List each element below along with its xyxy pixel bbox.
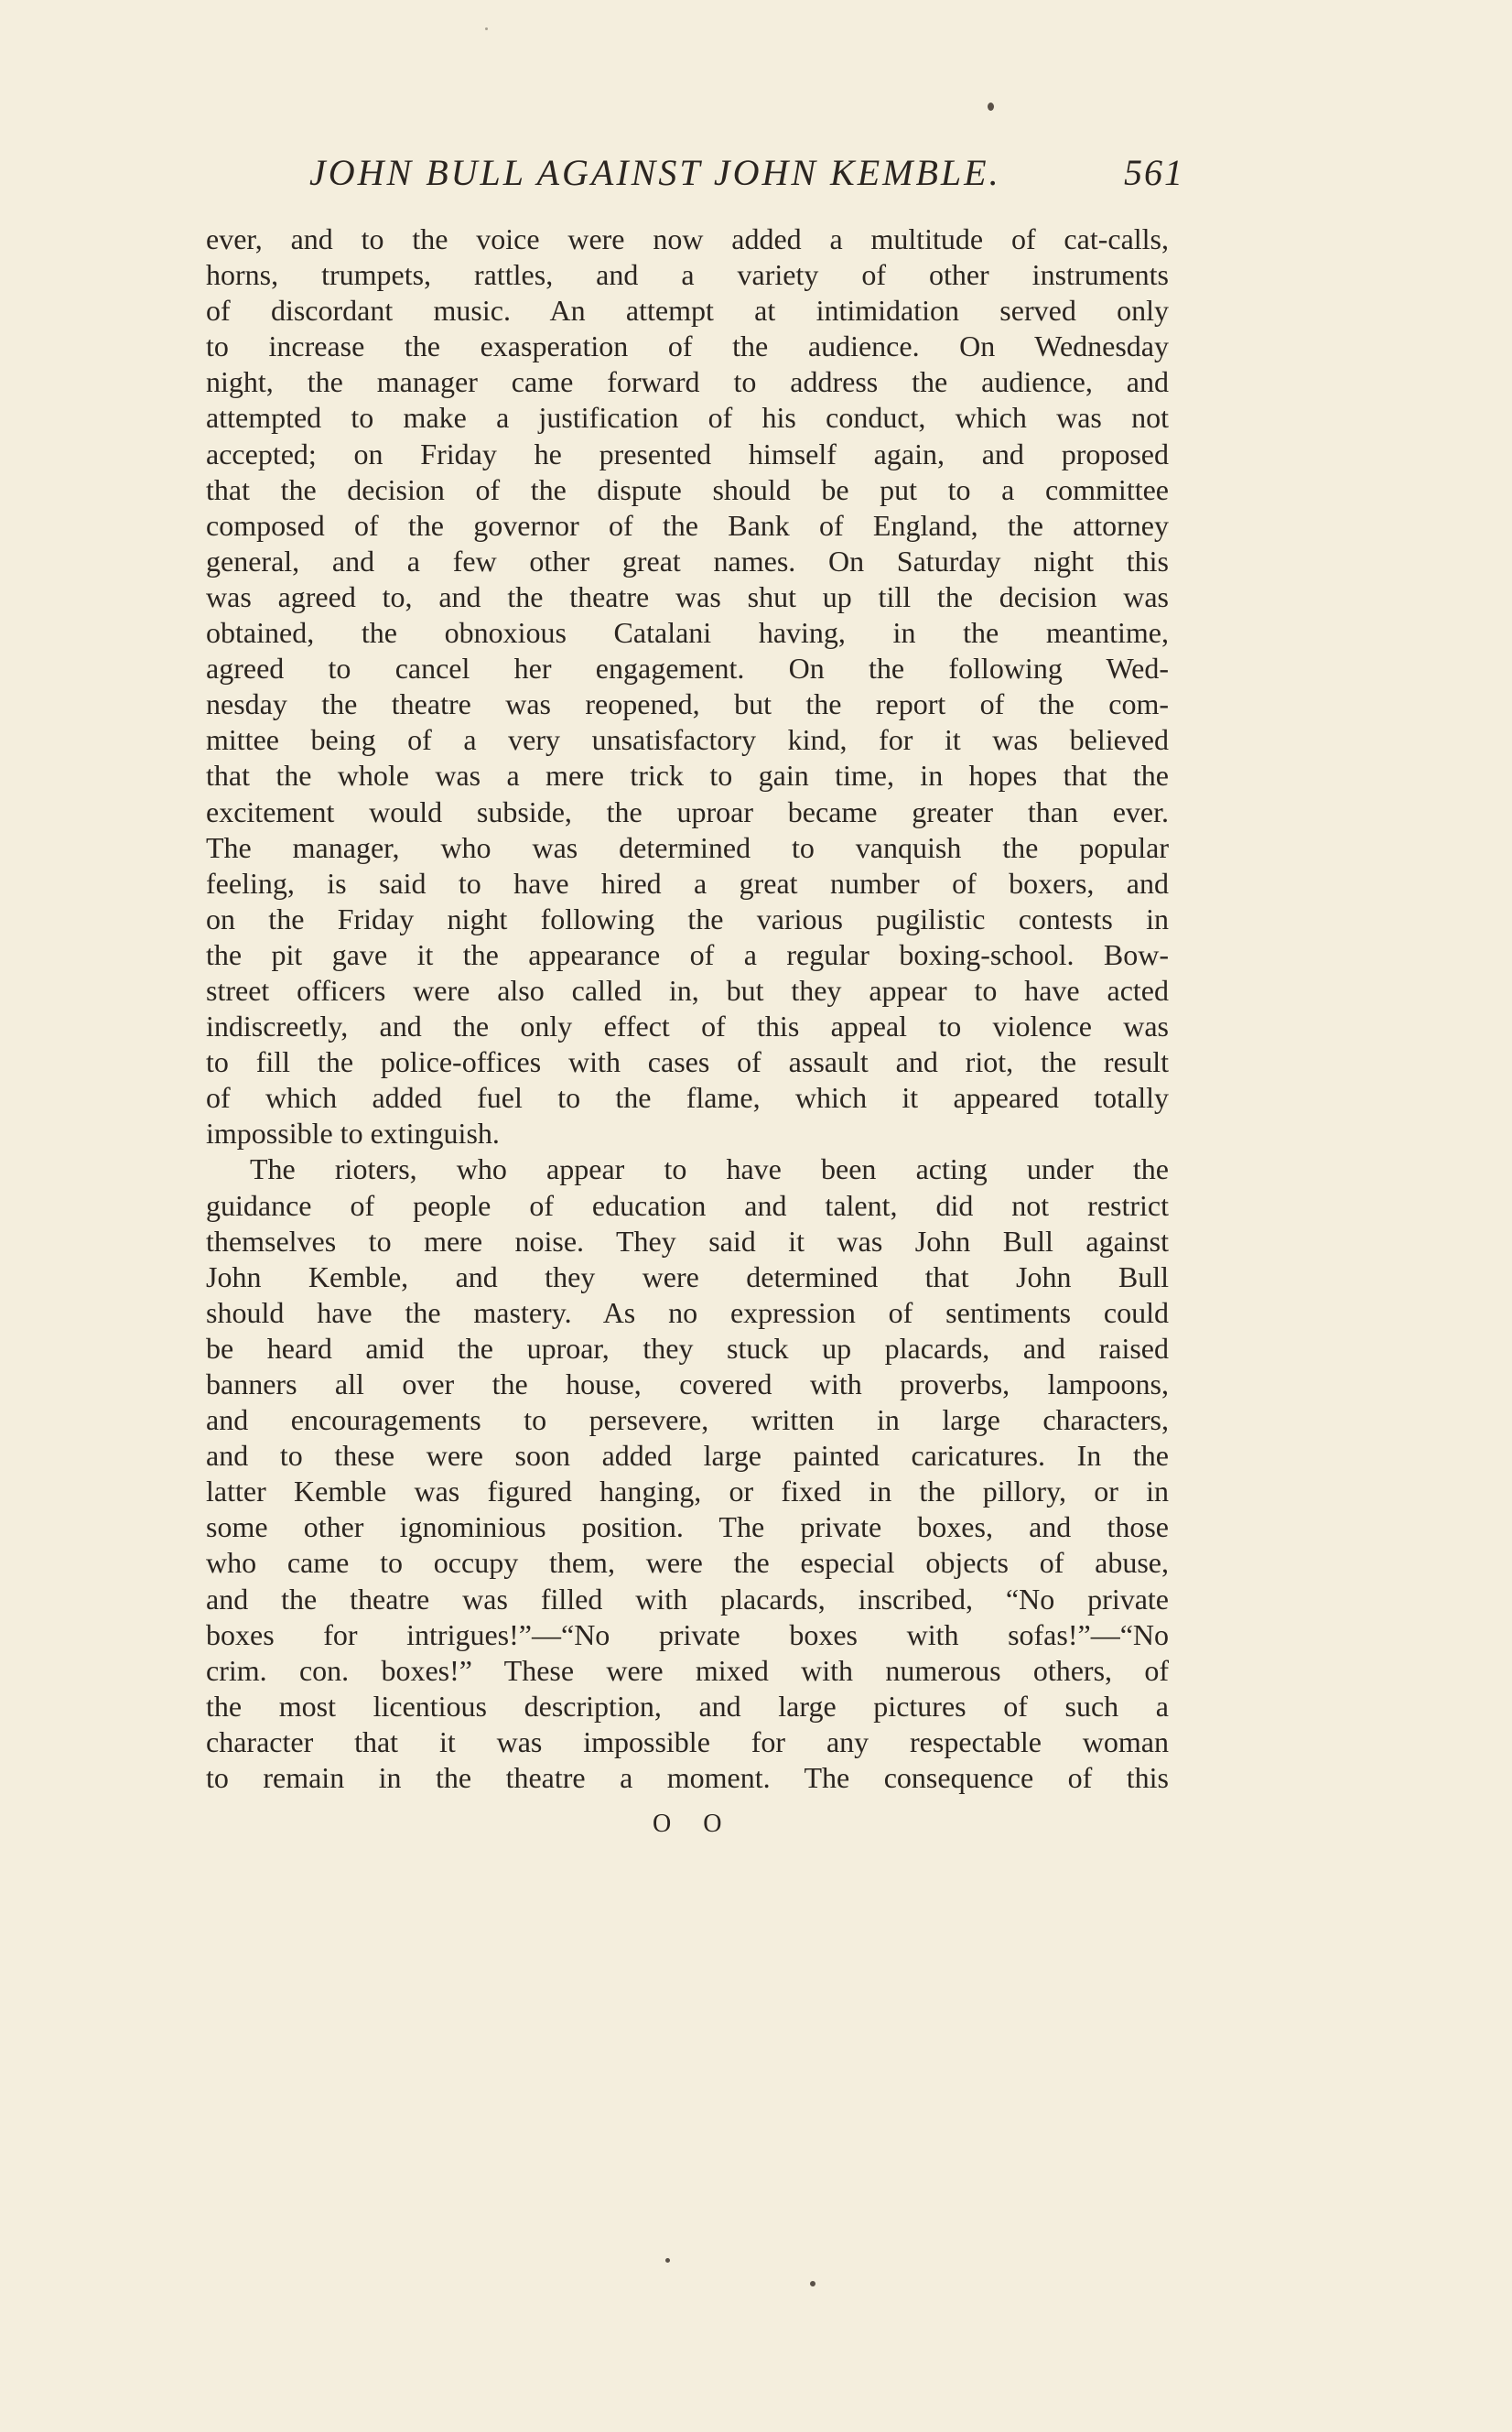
text-line: latter Kemble was figured hanging, or fixed in the pillory, or in (206, 1475, 1169, 1508)
text-line: was agreed to, and the theatre was shut up till the decision was (206, 579, 1169, 613)
text-line: general, and a few other great names. On Saturday night this (206, 544, 1169, 578)
text-line: boxes for intrigues!”—“No private boxes with sofas!”—“No (206, 1617, 1169, 1651)
text-line: that the decision of the dispute should be put to a committee (206, 472, 1169, 506)
body-text (206, 222, 1169, 1796)
text-line: street officers were also called in, but they appear to have acted (206, 973, 1169, 1007)
running-title: JOHN BULL AGAINST JOHN KEMBLE. (309, 152, 1001, 193)
text-line: of discordant music. An attempt at intimidation served only (206, 294, 1169, 328)
text-line: the pit gave it the appearance of a regular boxing-school. Bow- (206, 937, 1169, 971)
page-number: 561 (1124, 152, 1184, 193)
text-line: and the theatre was filled with placards, inscribed, “No private (206, 1582, 1169, 1616)
text-line: character that it was impossible for any respectable woman (206, 1724, 1169, 1758)
text-line: that the whole was a mere trick to gain time, in hopes that the (206, 759, 1169, 793)
text-line: indiscreetly, and the only effect of this appeal to violence was (206, 1010, 1169, 1043)
text-line: of which added fuel to the flame, which it appeared totally (206, 1081, 1169, 1115)
text-line: agreed to cancel her engagement. On the following Wed- (206, 652, 1169, 686)
ink-speck-lower-1 (665, 2258, 670, 2263)
ink-speck-faint (485, 27, 488, 30)
text-line: attempted to make a justification of his conduct, which was not (206, 401, 1169, 435)
text-line: and to these were soon added large painted caricatures. In the (206, 1439, 1169, 1473)
text-line: be heard amid the uproar, they stuck up placards, and raised (206, 1331, 1169, 1365)
text-line: ever, and to the voice were now added a multitude of cat-calls, (206, 222, 1169, 255)
text-line: themselves to mere noise. They said it was John Bull against (206, 1224, 1169, 1258)
running-head (309, 151, 1184, 206)
text-line: and encouragements to persevere, written in large characters, (206, 1403, 1169, 1437)
text-line: the most licentious description, and large pictures of such a (206, 1689, 1169, 1723)
text-line: guidance of people of education and talent, did not restrict (206, 1188, 1169, 1222)
text-line: on the Friday night following the various pugilistic contests in (206, 902, 1169, 935)
text-line: who came to occupy them, were the especial objects of abuse, (206, 1546, 1169, 1580)
text-line: obtained, the obnoxious Catalani having, in the meantime, (206, 616, 1169, 650)
text-line: nesday the theatre was reopened, but the report of the com- (206, 687, 1169, 721)
text-line: should have the mastery. As no expression of sentiments could (206, 1295, 1169, 1329)
text-line: night, the manager came forward to address the audience, and (206, 365, 1169, 399)
text-line: some other ignominious position. The private boxes, and those (206, 1510, 1169, 1544)
signature-mark: O O (653, 1810, 735, 1838)
text-line: excitement would subside, the uproar became greater than ever. (206, 794, 1169, 828)
text-line: mittee being of a very unsatisfactory kind, for it was believed (206, 723, 1169, 757)
text-line: composed of the governor of the Bank of England, the attorney (206, 508, 1169, 542)
ink-speck-top (988, 103, 994, 111)
text-line: The manager, who was determined to vanquish the popular (206, 830, 1169, 864)
text-line: crim. con. boxes!” These were mixed with numerous others, of (206, 1653, 1169, 1687)
paragraph-end-line: impossible to extinguish. (206, 1117, 500, 1151)
text-line: horns, trumpets, rattles, and a variety of other instruments (206, 258, 1169, 292)
text-line: accepted; on Friday he presented himself again, and proposed (206, 437, 1169, 470)
text-line: to fill the police-offices with cases of assault and riot, the result (206, 1045, 1169, 1079)
text-line: John Kemble, and they were determined that John Bull (206, 1259, 1169, 1293)
text-line: to increase the exasperation of the audience. On Wednesday (206, 330, 1169, 363)
text-line: to remain in the theatre a moment. The consequence of this (206, 1761, 1169, 1795)
text-line: feeling, is said to have hired a great number of boxers, and (206, 866, 1169, 900)
text-line: banners all over the house, covered with proverbs, lampoons, (206, 1367, 1169, 1400)
ink-speck-lower-2 (810, 2281, 815, 2286)
paragraph-first-line: The rioters, who appear to have been acting under the (250, 1152, 1169, 1186)
